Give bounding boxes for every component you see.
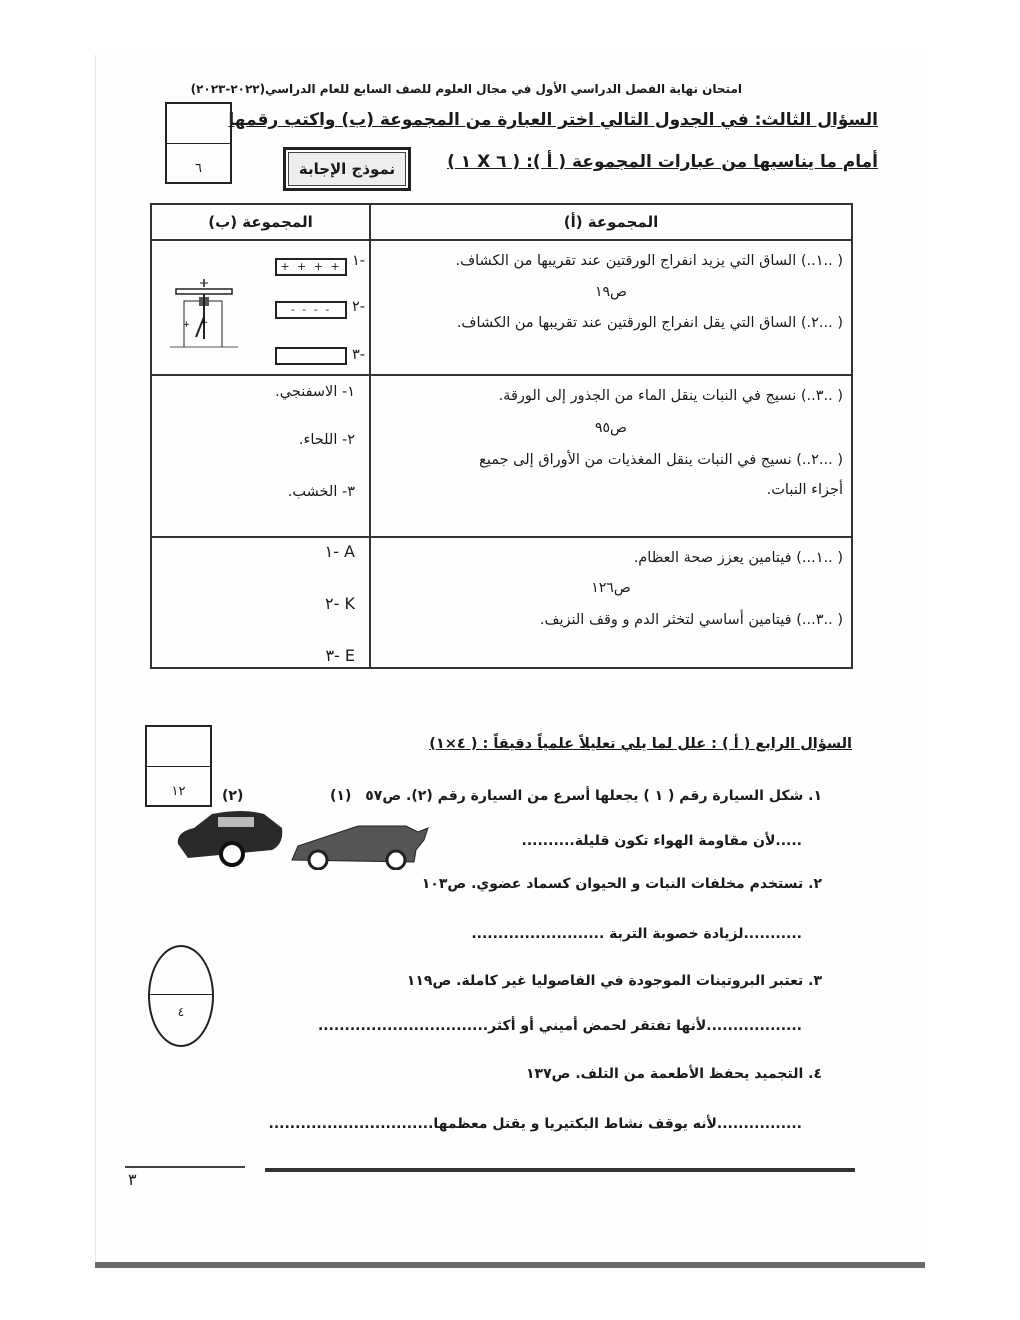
q4-answer-4: ................لأنه يوقف نشاط البكتيريا و يقتل معظمها............................... xyxy=(268,1116,802,1132)
row2-group-b xyxy=(151,375,370,537)
q4-item-4: ٤. التجميد يحفظ الأطعمة من التلف. ص١٣٧ xyxy=(526,1066,822,1082)
option: ١- الاسفنجي. xyxy=(275,384,355,400)
footer-divider xyxy=(265,1168,855,1172)
matching-table xyxy=(150,203,853,669)
electroscope-icon xyxy=(170,277,240,352)
q3-title-line2: أمام ما يناسبها من عبارات المجموعة ( أ ): ( ٦ X ١ ) xyxy=(447,152,878,172)
header-group-b: المجموعة (ب) xyxy=(151,204,370,240)
statement: ( ...٢.) الساق التي يقل انفراج الورقتين عند تقريبها من الكشاف. xyxy=(456,315,843,331)
page-ref: ص١٩ xyxy=(595,284,627,300)
statement: ( ..١...) فيتامين يعزز صحة العظام. xyxy=(633,550,843,566)
q4-title: السؤال الرابع ( أ ) : علل لما يلي تعليلاً علمياً دقيقاً : ( ٤×١) xyxy=(429,736,852,752)
row3-group-a xyxy=(370,537,852,668)
q4-score-box xyxy=(145,725,212,807)
neutral-rod xyxy=(275,347,347,365)
classic-car-icon xyxy=(172,808,287,870)
statement: ( ..١..) الساق التي يزيد انفراج الورقتين عند تقريبها من الكشاف. xyxy=(455,253,843,269)
q4-score: ١٢ xyxy=(171,784,186,799)
sports-car-icon xyxy=(288,820,430,870)
option-label: -٢ xyxy=(351,299,365,315)
row2-group-a xyxy=(370,375,852,537)
svg-text:+: + xyxy=(182,320,190,330)
scan-edge xyxy=(95,1262,925,1268)
negative-charge-rod: - - - - xyxy=(275,301,347,319)
car-label-2: (٢) xyxy=(222,788,244,804)
q4-item-2: ٢. تستخدم مخلفات النبات و الحيوان كسماد عضوي. ص١٠٣ xyxy=(421,876,822,892)
header-group-a: المجموعة (أ) xyxy=(370,204,852,240)
q4-score-circle xyxy=(148,945,214,1047)
row1-group-b xyxy=(151,240,370,375)
q4-answer-2: ...........لزيادة خصوبة التربة ......................... xyxy=(471,926,802,942)
positive-charge-rod: + + + + xyxy=(275,258,347,276)
svg-text:+: + xyxy=(200,318,208,328)
exam-header: امتحان نهاية الفصل الدراسي الأول في مجال العلوم للصف السابع للعام الدراسي(٢٠٢٢-٢٠٢٣) xyxy=(190,82,742,96)
row3-group-b xyxy=(151,537,370,668)
page-number: ٣ xyxy=(128,1170,137,1189)
option-label: -١ xyxy=(351,253,365,269)
statement: ( ...٢..) نسيج في النبات ينقل المغذيات من الأوراق إلى جميع xyxy=(479,452,843,468)
row1-group-a xyxy=(370,240,852,375)
q4-answer-3: ..................لأنها تفتقر لحمض أميني أو أكثر................................ xyxy=(317,1018,802,1034)
q3-title-line1: السؤال الثالث: في الجدول التالي اختر العبارة من المجموعة (ب) واكتب رقمها xyxy=(228,110,878,130)
option: A -١ xyxy=(324,542,355,561)
option: K -٢ xyxy=(325,594,355,613)
answer-model-label: نموذج الإجابة xyxy=(283,147,411,191)
q3-score: ٦ xyxy=(195,161,202,176)
q4-answer-1: .....لأن مقاومة الهواء تكون قليلة.......... xyxy=(521,833,802,849)
q4-circle-score: ٤ xyxy=(177,1005,185,1019)
q4-item-1: ١. شكل السيارة رقم ( ١ ) يجعلها أسرع من السيارة رقم (٢). ص٥٧ xyxy=(365,788,822,804)
footer-divider-left xyxy=(125,1166,245,1168)
car-label-1: (١) xyxy=(330,788,352,804)
statement: أجزاء النبات. xyxy=(766,482,843,498)
page-ref: ص١٢٦ xyxy=(591,580,631,596)
page-ref: ص٩٥ xyxy=(595,420,627,436)
option: ٣- الخشب. xyxy=(287,484,355,500)
option: E -٣ xyxy=(325,646,355,665)
statement: ( ..٣...) فيتامين أساسي لتخثر الدم و وقف النزيف. xyxy=(539,612,843,628)
q3-score-box xyxy=(165,102,232,184)
q4-item-3: ٣. تعتبر البروتينات الموجودة في الفاصوليا غير كاملة. ص١١٩ xyxy=(406,973,822,989)
option: ٢- اللحاء. xyxy=(298,432,355,448)
statement: ( ..٣..) نسيج في النبات ينقل الماء من الجذور إلى الورقة. xyxy=(498,388,843,404)
option-label: -٣ xyxy=(351,347,365,363)
